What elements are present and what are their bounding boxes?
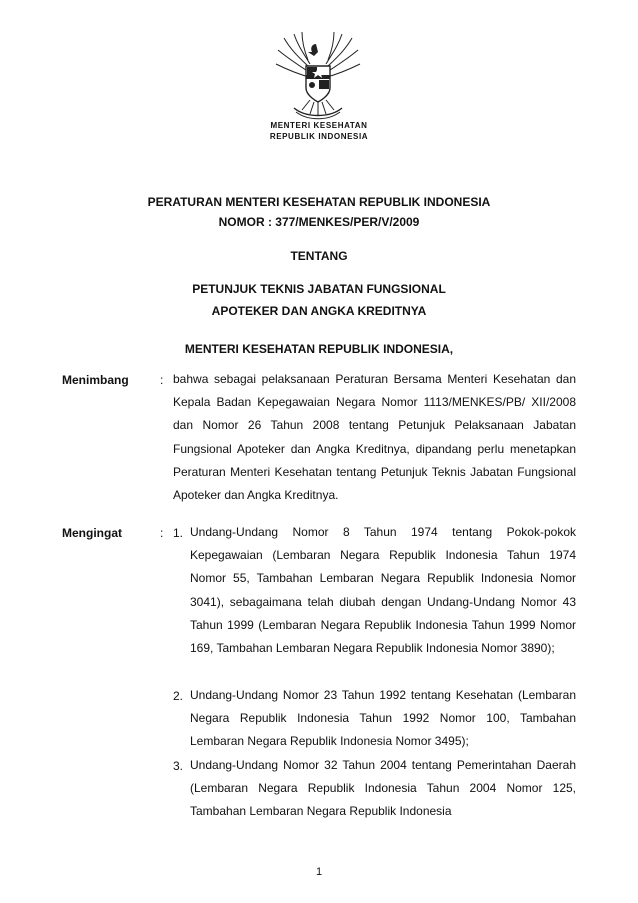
list-item-text: Undang-Undang Nomor 32 Tahun 2004 tentang Pemerintahan Daerah (Lembaran Negara Republik Indonesia Tahun 2004 Nomor 125, Tambahan Lembaran Negara Republik Indonesia [190,758,576,819]
menimbang-label: Menimbang [62,373,129,387]
ministry-line-2: REPUBLIK INDONESIA [269,132,369,141]
mengingat-colon: : [160,526,164,540]
list-item-number: 3. [173,759,184,773]
menimbang-colon: : [160,373,164,387]
regulation-number: NOMOR : 377/MENKES/PER/V/2009 [218,215,420,229]
menimbang-text: bahwa sebagai pelaksanaan Peraturan Bersama Menteri Kesehatan dan Kepala Badan Kepegawaian Negara Nomor 1113/MENKES/PB/ XII/2008 dan Nomor 26 Tahun 2008 tentang Petunjuk Pelaksanaan Jabatan Fungsional Apoteker dan Angka Kreditnya, dipandang perlu menetapkan Peraturan Menteri Kesehatan tentang Petunjuk Teknis Jabatan Fungsional Apoteker dan Angka Kreditnya. [173,372,576,503]
subject-line-1: PETUNJUK TEKNIS JABATAN FUNGSIONAL [192,282,446,296]
tentang-heading: TENTANG [290,249,348,263]
mengingat-label: Mengingat [62,526,122,540]
list-item-text: Undang-Undang Nomor 23 Tahun 1992 tentang Kesehatan (Lembaran Negara Republik Indonesia Tahun 1992 Nomor 100, Tambahan Lembaran Negara Republik Indonesia Nomor 3495); [190,688,576,749]
list-item-number: 2. [173,689,184,703]
page-number: 1 [315,866,323,878]
list-item-text: Undang-Undang Nomor 8 Tahun 1974 tentang Pokok-pokok Kepegawaian (Lembaran Negara Republik Indonesia Tahun 1974 Nomor 55, Tambahan Lembaran Negara Republik Indonesia Nomor 3041), sebagaimana telah diubah dengan Undang-Undang Nomor 43 Tahun 1999 (Lembaran Negara Republik Indonesia Tahun 1999 Nomor 169, Tambahan Lembaran Negara Republik Indonesia Nomor 3890); [190,525,576,656]
garuda-emblem-icon [272,30,364,120]
subject-line-2: APOTEKER DAN ANGKA KREDITNYA [211,304,427,318]
ministry-line-1: MENTERI KESEHATAN [270,121,368,130]
regulation-title: PERATURAN MENTERI KESEHATAN REPUBLIK INDONESIA [147,195,491,209]
list-item-number: 1. [173,526,184,540]
issuer-heading: MENTERI KESEHATAN REPUBLIK INDONESIA, [184,342,454,356]
